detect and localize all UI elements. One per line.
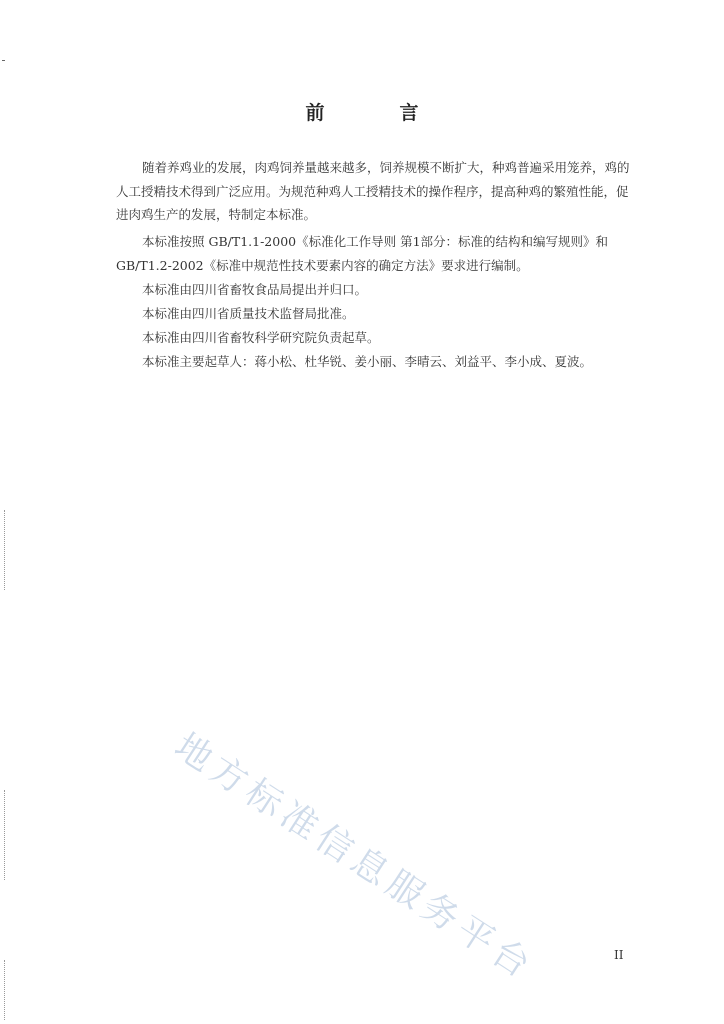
foreword-paragraph	[116, 326, 636, 350]
margin-dots	[4, 960, 7, 1020]
foreword-paragraph	[116, 350, 636, 374]
margin-dots	[4, 510, 7, 590]
foreword-paragraph	[116, 156, 636, 227]
foreword-paragraph	[116, 302, 636, 326]
paragraph-text: 本标准由四川省畜牧食品局提出并归口。	[142, 282, 368, 297]
margin-tick	[2, 60, 5, 61]
paragraph-text: 本标准由四川省畜牧科学研究院负责起草。	[142, 330, 380, 345]
paragraph-text: 随着养鸡业的发展，肉鸡饲养量越来越多，饲养规模不断扩大，种鸡普遍采用笼养，鸡的人工授精技术得到广泛应用。为规范种鸡人工授精技术的操作程序，提高种鸡的繁殖性能，促进肉鸡生产的发展，特制定本标准。	[116, 160, 630, 222]
page-number: II	[614, 948, 624, 962]
foreword-paragraph	[116, 230, 636, 277]
watermark: 地方标准信息服务平台	[167, 725, 542, 989]
margin-dots	[4, 790, 7, 880]
paragraph-text: 本标准由四川省质量技术监督局批准。	[142, 306, 355, 321]
page-title: 前 言	[305, 102, 447, 124]
foreword-paragraph	[116, 278, 636, 302]
paragraph-text: 本标准主要起草人：蒋小松、杜华锐、姜小丽、李晴云、刘益平、李小成、夏波。	[142, 354, 593, 369]
paragraph-text: 本标准按照 GB/T1.1-2000《标准化工作导则 第1部分：标准的结构和编写规则》和 GB/T1.2-2002《标准中规范性技术要素内容的确定方法》要求进行编制。	[116, 234, 609, 273]
